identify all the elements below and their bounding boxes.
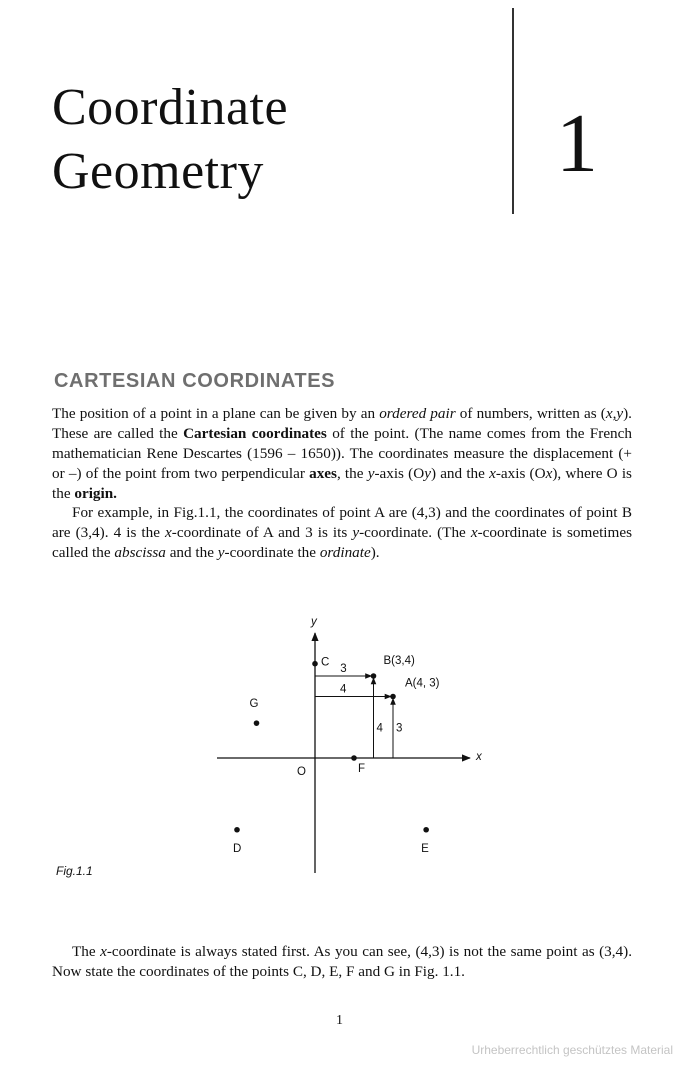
text-run: of the point. (The name comes from the French mathematician Rene Descartes (1596 – 1650)). The coordinates measure the displacement (+ or –) of the point from two perpendicular	[52, 425, 632, 482]
text-run: y	[217, 544, 225, 561]
point-g-dot	[254, 720, 260, 726]
text-run: ordered pair	[379, 405, 456, 422]
text-run: x	[165, 524, 172, 541]
x-axis-label: x	[476, 751, 482, 763]
text-run: -coordinate of A and 3 is its	[171, 524, 353, 541]
text-run: -axis (O	[374, 465, 425, 482]
point-d-dot	[234, 827, 240, 833]
text-run: -coordinate is always stated first. As you can see, (4,3) is not the same point as (3,4). Now state the coordinates of the points C, D, E, F and G in Fig. 1.1.	[52, 943, 632, 980]
text-run: -coordinate. (The	[359, 524, 471, 541]
point-g-label: G	[249, 698, 259, 711]
text-run: -coordinate is sometimes called the	[52, 524, 632, 561]
text-run: -coordinate the	[224, 544, 320, 561]
a-vertical-label: 3	[396, 722, 403, 735]
watermark: Urheberrechtlich geschütztes Material	[471, 1043, 673, 1057]
point-a-label: A(4, 3)	[405, 677, 440, 690]
point-f-dot	[351, 755, 357, 761]
text-run: Cartesian coordinates	[183, 425, 327, 442]
chapter-title-line1: Coordinate	[52, 79, 289, 136]
text-run: x,y	[605, 405, 624, 422]
text-run: axes	[309, 465, 337, 482]
text-run: ordinate	[319, 544, 371, 561]
origin-label: O	[297, 766, 306, 778]
text-run: ) and the	[430, 465, 490, 482]
point-c-label: C	[321, 656, 330, 669]
b-horizontal-label: 3	[340, 663, 347, 675]
y-axis-label: y	[311, 616, 317, 628]
text-run: ). These are called the	[52, 405, 632, 442]
page-number: 1	[336, 1013, 343, 1028]
text-run: y	[424, 465, 431, 482]
point-c-dot	[312, 661, 318, 667]
text-run: y	[367, 465, 375, 482]
point-d-label: D	[233, 842, 242, 855]
b-vertical-label: 4	[376, 722, 383, 735]
text-run: ).	[370, 544, 380, 561]
paragraph-exercise	[52, 942, 632, 982]
text-run: and the	[165, 544, 218, 561]
point-f-label: F	[358, 763, 366, 775]
text-run: x	[470, 524, 478, 541]
point-e-label: E	[421, 842, 429, 855]
text-run: The	[72, 943, 101, 960]
point-e-dot	[423, 827, 429, 833]
point-b-label: B(3,4)	[383, 655, 415, 667]
text-run: abscissa	[114, 544, 166, 561]
point-b-dot	[371, 673, 377, 679]
text-run: x	[100, 943, 107, 960]
section-heading: CARTESIAN COORDINATES	[54, 370, 336, 392]
text-run: x	[545, 465, 553, 482]
a-horizontal-label: 4	[340, 683, 347, 696]
figure-caption: Fig.1.1	[56, 864, 93, 878]
text-run: , the	[336, 465, 368, 482]
chapter-number: 1	[556, 97, 598, 190]
text-run: x	[489, 465, 496, 482]
text-run: origin.	[74, 485, 117, 502]
text-run: ), where O is the	[52, 465, 632, 502]
text-run: y	[352, 524, 360, 541]
text-run: of numbers, written as (	[455, 405, 606, 422]
text-run: -axis (O	[495, 465, 546, 482]
chapter-title-line2: Geometry	[52, 143, 264, 200]
text-run: For example, in Fig.1.1, the coordinates of point A are (4,3) and the coordinates of point B are (3,4). 4 is the	[52, 504, 632, 541]
point-a-dot	[390, 694, 396, 700]
text-run: The position of a point in a plane can be given by an	[52, 405, 380, 422]
